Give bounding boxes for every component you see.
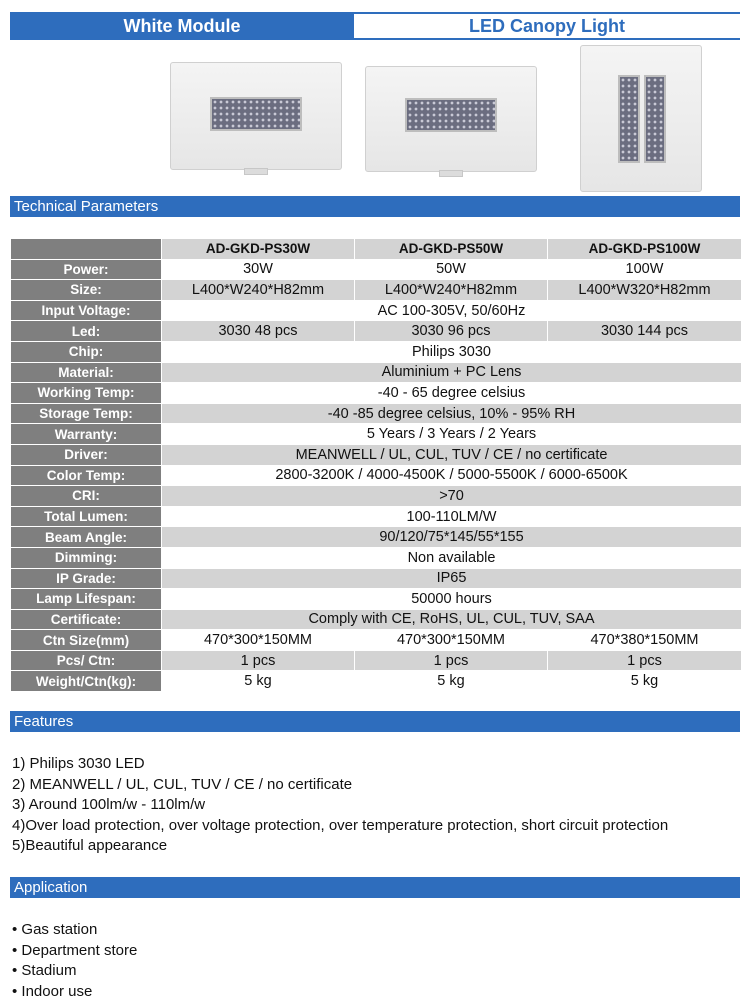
model-header: AD-GKD-PS30W (162, 239, 355, 260)
row-value: 3030 144 pcs (548, 321, 742, 342)
row-label: Material: (11, 362, 162, 383)
table-row (11, 259, 742, 280)
row-value: Aluminium + PC Lens (162, 362, 742, 383)
led-array-icon (210, 97, 302, 131)
model-header: AD-GKD-PS100W (548, 239, 742, 260)
row-value: 2800-3200K / 4000-4500K / 5000-5500K / 6000-6500K (162, 465, 742, 486)
row-value: >70 (162, 486, 742, 507)
row-value: 1 pcs (548, 650, 742, 671)
spec-table (10, 238, 742, 692)
product-photo-100w (580, 45, 702, 192)
table-row (11, 424, 742, 445)
row-value: 3030 48 pcs (162, 321, 355, 342)
row-value: 30W (162, 259, 355, 280)
product-photo-50w (365, 66, 537, 172)
row-label: Beam Angle: (11, 527, 162, 548)
row-value: MEANWELL / UL, CUL, TUV / CE / no certificate (162, 444, 742, 465)
table-row (11, 650, 742, 671)
row-value: 470*300*150MM (355, 630, 548, 651)
feature-item: 1) Philips 3030 LED (12, 755, 145, 772)
row-value: 5 kg (355, 671, 548, 692)
row-label: Input Voltage: (11, 300, 162, 321)
row-value: 470*300*150MM (162, 630, 355, 651)
row-label: Dimming: (11, 547, 162, 568)
model-header: AD-GKD-PS50W (355, 239, 548, 260)
row-value: 1 pcs (162, 650, 355, 671)
section-application: Application (10, 877, 740, 898)
table-row (11, 609, 742, 630)
row-value: L400*W320*H82mm (548, 280, 742, 301)
row-value: Non available (162, 547, 742, 568)
row-label: Working Temp: (11, 383, 162, 404)
table-row (11, 486, 742, 507)
table-row (11, 671, 742, 692)
row-value: 3030 96 pcs (355, 321, 548, 342)
product-photo-30w (170, 62, 342, 170)
row-value: 100-110LM/W (162, 506, 742, 527)
table-row (11, 383, 742, 404)
table-row (11, 444, 742, 465)
table-row (11, 506, 742, 527)
row-label: IP Grade: (11, 568, 162, 589)
table-row (11, 321, 742, 342)
feature-item: 5)Beautiful appearance (12, 837, 168, 854)
table-row (11, 547, 742, 568)
table-row (11, 300, 742, 321)
section-features: Features (10, 711, 740, 732)
row-value: IP65 (162, 568, 742, 589)
row-label: Lamp Lifespan: (11, 589, 162, 610)
row-value: 5 kg (162, 671, 355, 692)
application-list (12, 920, 137, 1002)
table-row (11, 630, 742, 651)
row-label: Size: (11, 280, 162, 301)
table-row (11, 527, 742, 548)
row-label: Chip: (11, 341, 162, 362)
led-array-icon (618, 75, 640, 163)
row-label: CRI: (11, 486, 162, 507)
table-row (11, 403, 742, 424)
features-list (12, 754, 668, 857)
row-value: 90/120/75*145/55*155 (162, 527, 742, 548)
row-label: Pcs/ Ctn: (11, 650, 162, 671)
row-value: AC 100-305V, 50/60Hz (162, 300, 742, 321)
table-row (11, 362, 742, 383)
application-item: • Stadium (12, 962, 77, 979)
row-value: L400*W240*H82mm (355, 280, 548, 301)
feature-item: 4)Over load protection, over voltage protection, over temperature protection, short circuit protection (12, 816, 669, 834)
led-array-icon (405, 98, 497, 132)
row-label: Warranty: (11, 424, 162, 445)
row-value: 50000 hours (162, 589, 742, 610)
table-header-row (11, 239, 742, 260)
row-label: Color Temp: (11, 465, 162, 486)
row-value: 5 Years / 3 Years / 2 Years (162, 424, 742, 445)
product-title: LED Canopy Light (354, 12, 740, 40)
application-item: • Department store (12, 941, 138, 959)
row-label: Power: (11, 259, 162, 280)
title-bar (10, 12, 740, 40)
row-label: Certificate: (11, 609, 162, 630)
application-item: • Indoor use (12, 982, 93, 1000)
row-label: Driver: (11, 444, 162, 465)
row-value: 1 pcs (355, 650, 548, 671)
row-value: -40 -85 degree celsius, 10% - 95% RH (162, 403, 742, 424)
feature-item: 2) MEANWELL / UL, CUL, TUV / CE / no certificate (12, 775, 353, 793)
row-value: L400*W240*H82mm (162, 280, 355, 301)
table-row (11, 341, 742, 362)
row-value: Philips 3030 (162, 341, 742, 362)
table-corner (11, 239, 162, 260)
row-label: Weight/Ctn(kg): (11, 671, 162, 692)
row-value: 50W (355, 259, 548, 280)
row-label: Total Lumen: (11, 506, 162, 527)
row-label: Ctn Size(mm) (11, 630, 162, 651)
row-value: Comply with CE, RoHS, UL, CUL, TUV, SAA (162, 609, 742, 630)
led-array-icon (644, 75, 666, 163)
feature-item: 3) Around 100lm/w - 110lm/w (12, 796, 206, 813)
row-value: 470*380*150MM (548, 630, 742, 651)
table-row (11, 589, 742, 610)
module-title: White Module (10, 12, 354, 40)
row-label: Storage Temp: (11, 403, 162, 424)
row-value: 100W (548, 259, 742, 280)
table-row (11, 280, 742, 301)
table-row (11, 465, 742, 486)
application-item: • Gas station (12, 921, 98, 938)
table-row (11, 568, 742, 589)
row-value: -40 - 65 degree celsius (162, 383, 742, 404)
section-technical-parameters: Technical Parameters (10, 196, 740, 217)
row-value: 5 kg (548, 671, 742, 692)
row-label: Led: (11, 321, 162, 342)
